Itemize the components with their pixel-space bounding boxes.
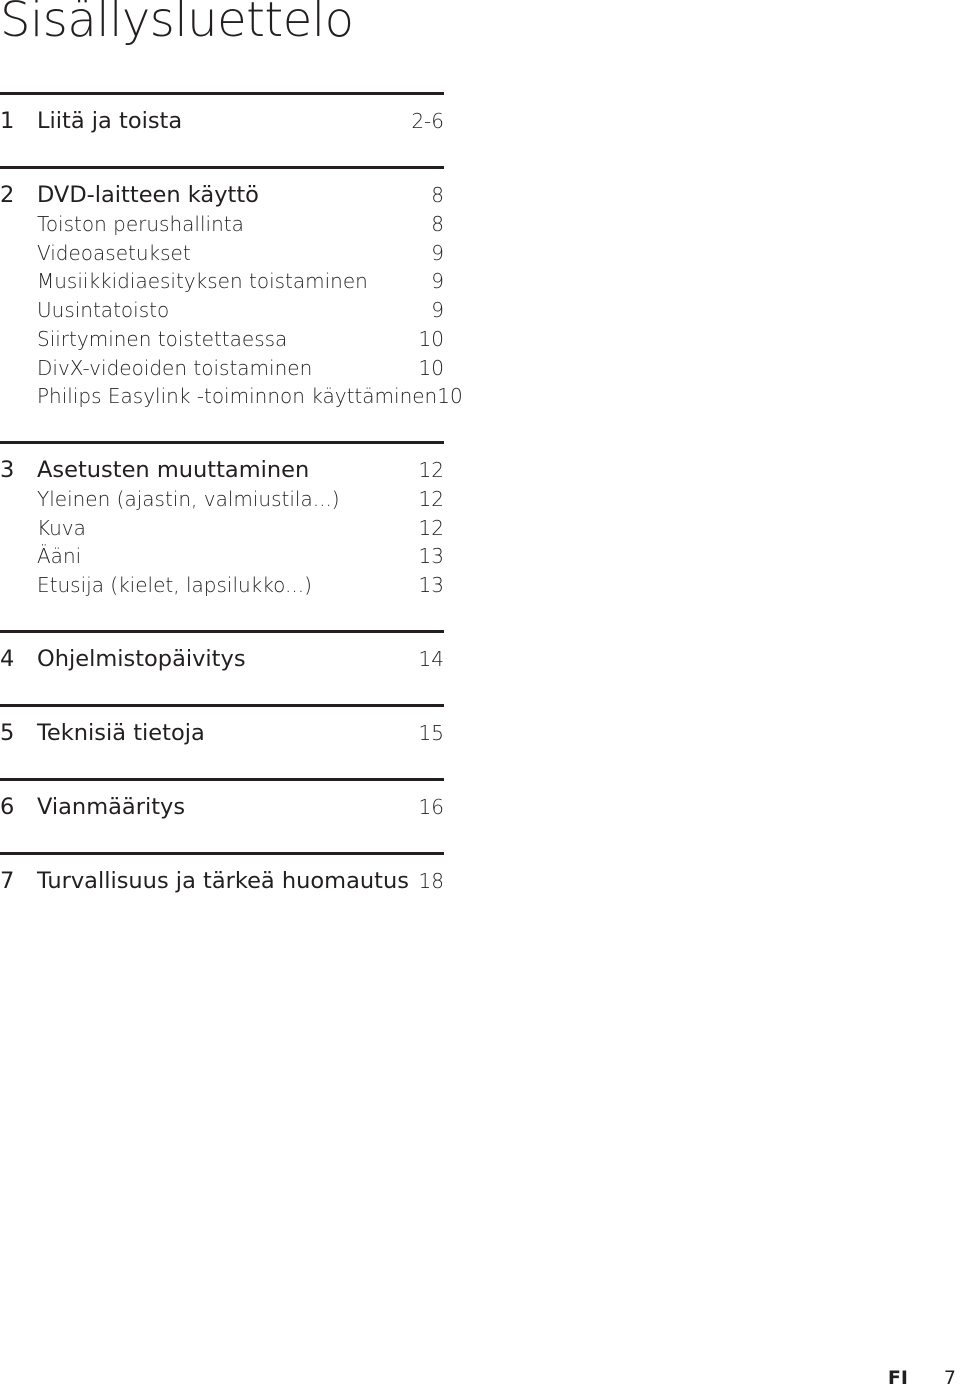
chapter-page: 18 [418,868,444,893]
table-of-contents [0,92,463,896]
toc-chapter-row[interactable] [0,106,444,136]
entry-title: Toiston perushallinta [37,212,244,236]
entry-title: Kuva [37,515,86,540]
toc-entry-row[interactable] [0,267,444,296]
toc-entry-row[interactable] [0,571,444,600]
entry-page: 10 [418,326,444,351]
toc-chapter-row[interactable] [0,866,444,896]
chapter-page: 16 [418,794,444,819]
toc-section-7 [0,852,444,896]
entry-page: 9 [431,240,444,265]
page-title: Sisällysluettelo [0,0,354,48]
entry-title: Siirtyminen toistettaessa [37,326,288,351]
entry-page: 10 [418,355,444,380]
entry-title: Uusintatoisto [37,298,170,323]
chapter-title: Ohjelmistopäivitys [37,645,246,672]
toc-section-5 [0,704,444,748]
entry-page: 13 [418,573,444,598]
chapter-number: 6 [0,793,15,820]
toc-section-6 [0,778,444,822]
toc-entry-row[interactable] [0,296,444,325]
chapter-page: 8 [431,183,444,207]
chapter-number: 2 [0,182,15,208]
chapter-title: Teknisiä tietoja [37,719,205,746]
toc-chapter-row[interactable] [0,718,444,748]
toc-entry-row[interactable] [0,514,444,543]
entry-title: Videoasetukset [37,240,191,265]
chapter-page: 12 [418,457,444,482]
toc-entry-row[interactable] [0,210,444,239]
entry-page: 8 [431,212,444,236]
toc-chapter-row[interactable] [0,644,444,674]
toc-section-1 [0,92,444,136]
toc-entry-row[interactable] [0,485,444,514]
toc-section-2 [0,166,463,411]
entry-page: 9 [431,298,444,323]
chapter-title: DVD-laitteen käyttö [37,182,259,208]
entry-title: Ääni [37,544,82,569]
toc-section-4 [0,630,444,674]
chapter-title: Turvallisuus ja tärkeä huomautus [37,867,409,894]
toc-chapter-row[interactable] [0,180,444,210]
entry-title: Etusija (kielet, lapsilukko...) [37,573,312,598]
entry-title: DivX-videoiden toistaminen [37,355,313,380]
entry-page: 9 [431,269,444,294]
entry-title: Philips Easylink -toiminnon käyttäminen [37,384,438,409]
page-number: 7 [943,1367,956,1389]
chapter-title: Asetusten muuttaminen [37,456,310,483]
toc-entry-row[interactable] [0,354,444,383]
toc-chapter-row[interactable] [0,455,444,485]
language-code: FI [887,1367,908,1389]
entry-page: 12 [418,515,444,540]
chapter-page: 15 [418,720,444,745]
chapter-page: 2-6 [411,109,444,133]
toc-entry-row[interactable] [0,325,444,354]
page-footer [888,1367,956,1389]
toc-entry-row[interactable] [0,382,463,411]
chapter-number: 4 [0,645,15,672]
entry-title: Yleinen (ajastin, valmiustila...) [37,486,340,511]
entry-title: Musiikkidiaesityksen toistaminen [37,269,368,294]
entry-page: 13 [418,544,444,569]
chapter-number: 7 [0,867,15,894]
chapter-number: 5 [0,719,15,746]
chapter-number: 1 [0,108,15,134]
toc-chapter-row[interactable] [0,792,444,822]
chapter-page: 14 [418,646,444,671]
chapter-title: Liitä ja toista [37,108,183,134]
entry-page: 10 [437,384,463,409]
entry-page: 12 [418,486,444,511]
chapter-title: Vianmääritys [37,793,186,820]
toc-entry-row[interactable] [0,542,444,571]
toc-entry-row[interactable] [0,239,444,268]
chapter-number: 3 [0,456,15,483]
toc-section-3 [0,441,444,600]
